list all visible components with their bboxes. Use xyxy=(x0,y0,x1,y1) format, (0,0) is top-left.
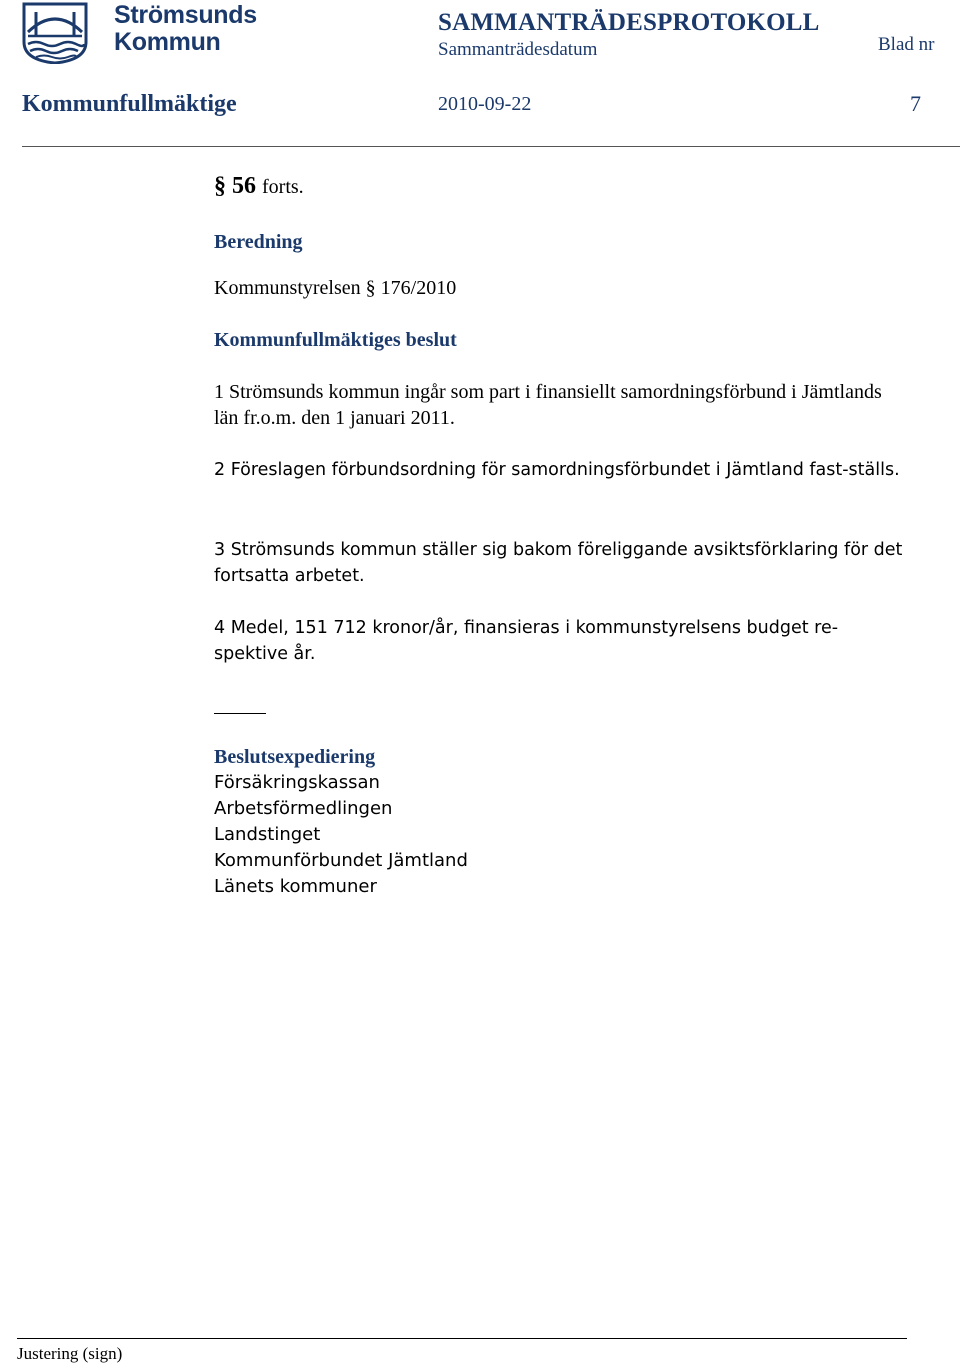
beslut-item-3: 3 Strömsunds kommun ställer sig bakom föreliggande avsiktsförklaring för det fortsatta arbetet. xyxy=(214,540,903,586)
beslut-item-2: 2 Föreslagen förbundsordning för samordningsförbundet i Jämtland fast-ställs. xyxy=(214,460,900,480)
recipient-item: Kommunförbundet Jämtland xyxy=(214,850,468,871)
expediering-block xyxy=(214,744,468,900)
signature-label: Justering (sign) xyxy=(17,1344,123,1363)
beslut-label-text: Kommunfullmäktiges beslut xyxy=(214,329,457,351)
page-label: Blad nr xyxy=(878,34,935,55)
section-symbol: § xyxy=(214,173,226,199)
recipient-item: Försäkringskassan xyxy=(214,772,380,793)
footer-divider xyxy=(17,1338,907,1339)
beredning-text: Kommunstyrelsen § 176/2010 xyxy=(214,277,457,299)
recipient-item: Arbetsförmedlingen xyxy=(214,798,393,819)
beredning-label: Beredning xyxy=(214,231,303,253)
logo-line-1: Strömsunds xyxy=(114,1,257,29)
bridge-emblem-icon xyxy=(22,2,88,64)
section-heading xyxy=(214,173,304,200)
meeting-date: 2010-09-22 xyxy=(438,93,532,115)
logo-wordmark xyxy=(114,2,257,56)
beslut-item-1: 1 Strömsunds kommun ingår som part i finansiellt samordningsförbund i Jämtlands län fr.o.m. den 1 januari 2011. xyxy=(214,381,882,429)
section-continuation: forts. xyxy=(262,176,304,198)
beredning-block xyxy=(214,229,914,255)
recipient-item: Länets kommuner xyxy=(214,876,377,897)
beslut-item-4: 4 Medel, 151 712 kronor/år, finansieras i kommunstyrelsens budget re-spektive år. xyxy=(214,618,839,664)
document-subtitle: Sammanträdesdatum xyxy=(438,39,598,60)
expediering-label: Beslutsexpediering xyxy=(214,746,376,768)
separator-line xyxy=(214,713,266,714)
section-number: 56 xyxy=(232,173,256,199)
beslut-label xyxy=(214,327,914,353)
organ-name: Kommunfullmäktige xyxy=(22,91,237,117)
document-title: SAMMANTRÄDESPROTOKOLL xyxy=(438,9,820,36)
header-divider xyxy=(22,146,960,147)
municipality-logo xyxy=(22,1,257,64)
page-number: 7 xyxy=(910,91,921,116)
recipient-item: Landstinget xyxy=(214,824,321,845)
logo-line-2: Kommun xyxy=(114,28,221,56)
